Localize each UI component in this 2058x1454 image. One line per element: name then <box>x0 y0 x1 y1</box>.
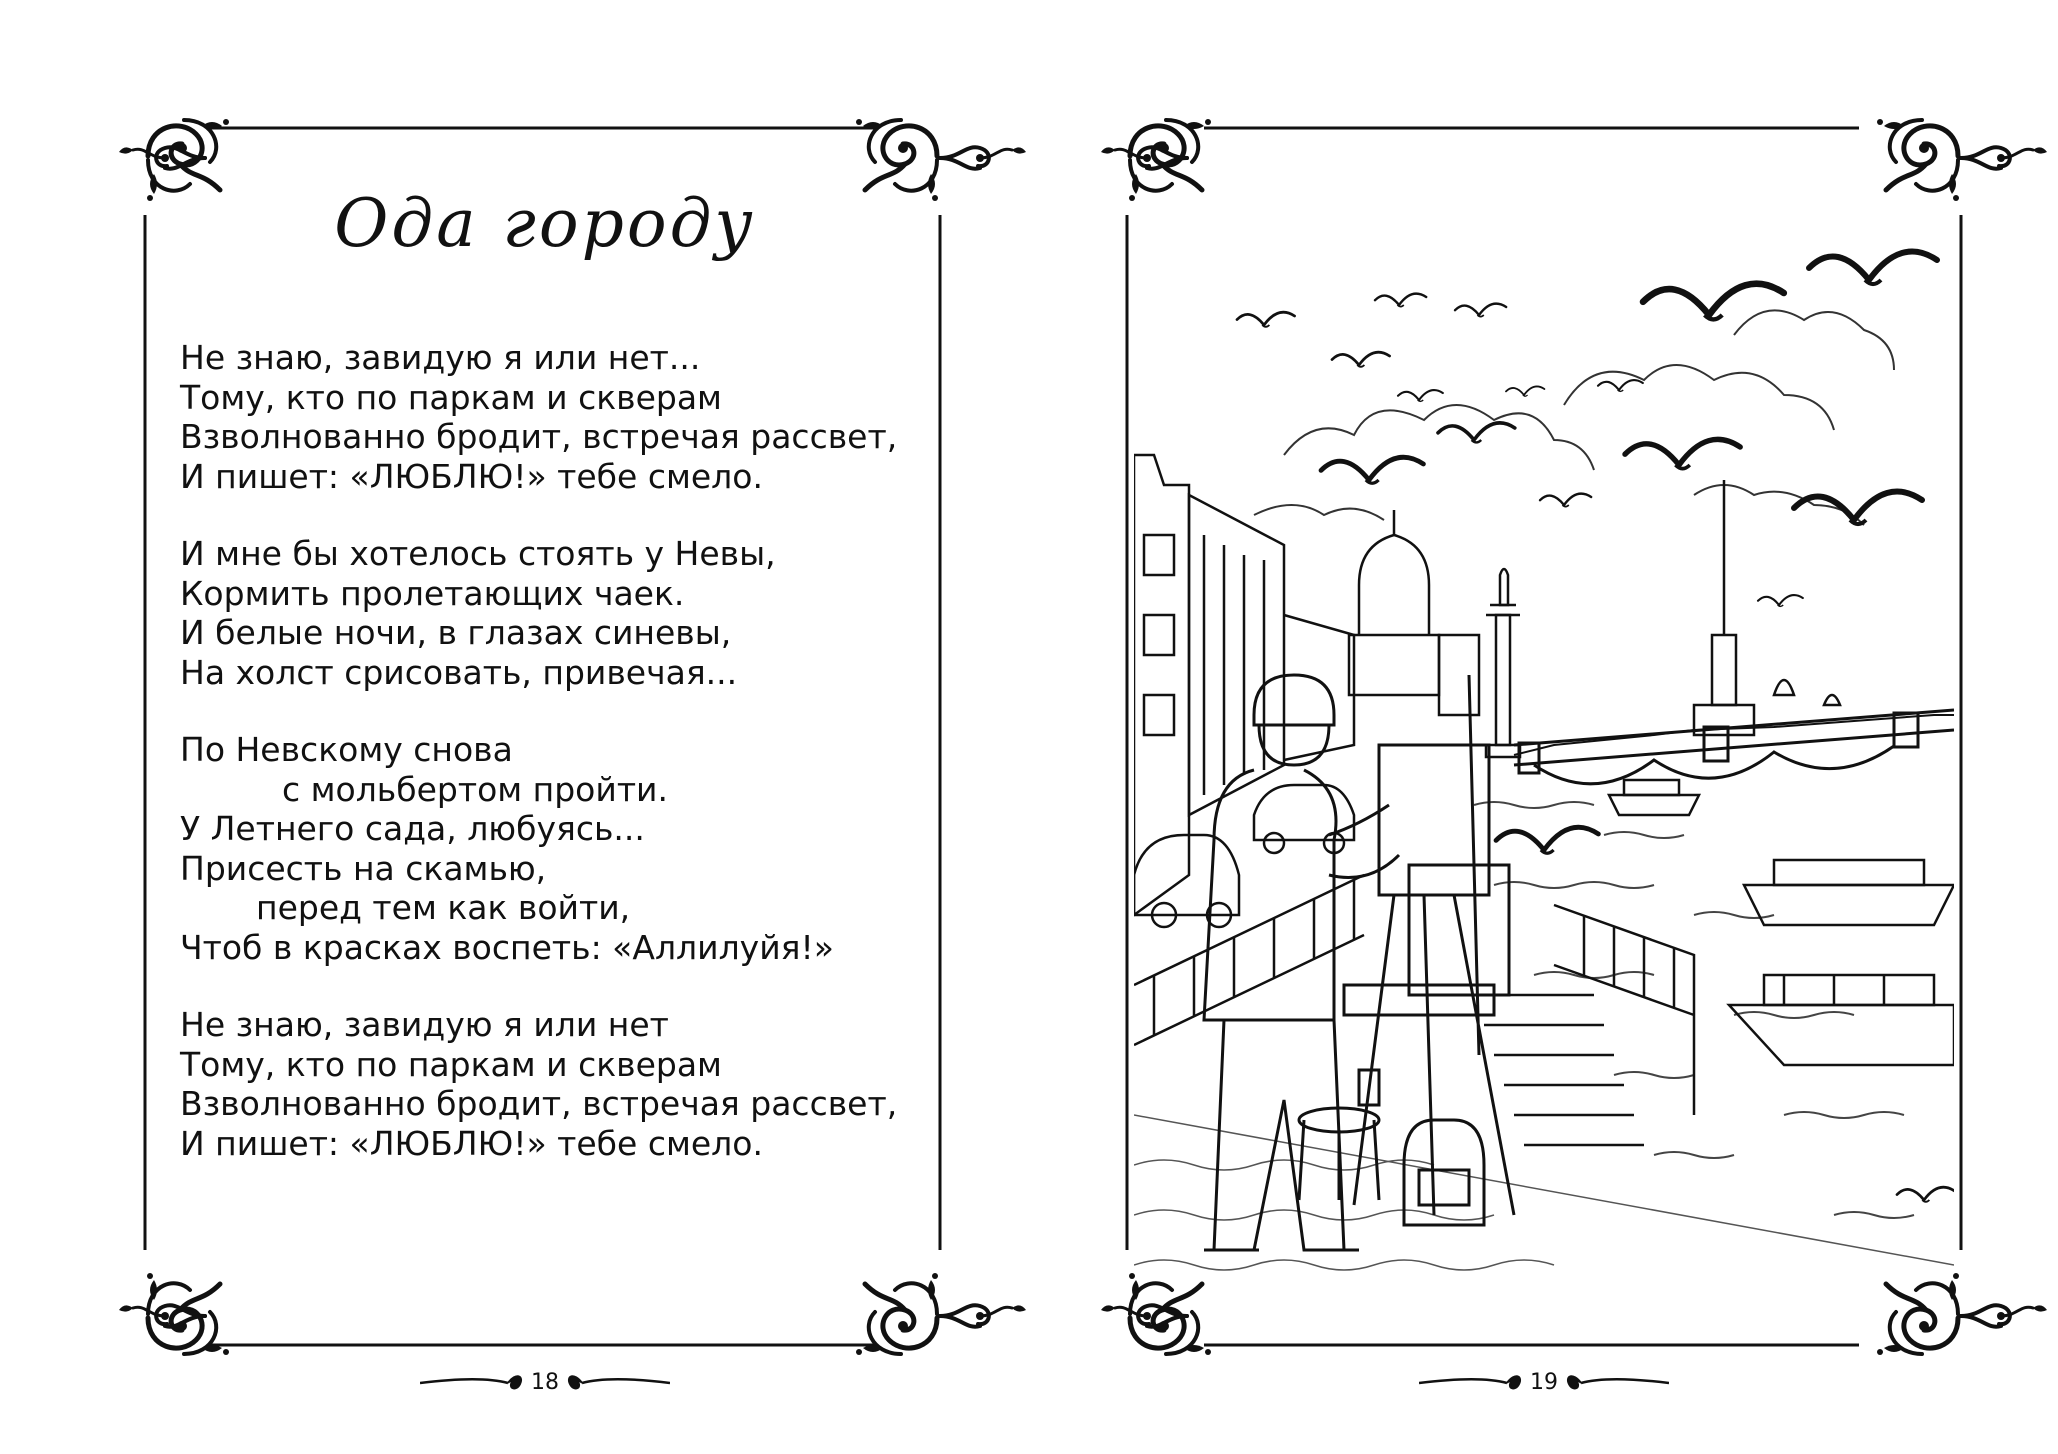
stanza-1 <box>180 338 920 496</box>
parked-car <box>1134 835 1239 927</box>
poem-body <box>180 338 920 1201</box>
painting-easel <box>1344 675 1514 1215</box>
parked-car <box>1254 785 1354 853</box>
folding-stool <box>1299 1070 1379 1200</box>
poem-line: По Невскому снова <box>180 730 513 769</box>
river-boat <box>1609 780 1699 815</box>
palace-bridge <box>1514 710 1954 784</box>
poem-line: Тому, кто по паркам и скверам <box>180 377 722 417</box>
peter-and-paul-spire <box>1694 480 1840 735</box>
poem-line: Кормить пролетающих чаек. <box>180 573 685 613</box>
poem-line: Тому, кто по паркам и скверам <box>180 1044 722 1084</box>
cobblestone-pavement <box>1134 1115 1954 1270</box>
poem-line: На холст срисовать, привечая... <box>180 652 738 692</box>
cloud-lines <box>1254 310 1894 525</box>
classical-buildings <box>1134 455 1354 915</box>
poem-line: И пишет: «ЛЮБЛЮ!» тебе смело. <box>180 1123 763 1163</box>
page-number: 19 <box>1530 1370 1558 1395</box>
poem-line: Присесть на скамью, <box>180 848 547 888</box>
rostral-column <box>1486 569 1520 757</box>
poem-line: У Летнего сада, любуясь... <box>180 809 645 848</box>
poem-line: И мне бы хотелось стоять у Невы, <box>180 534 776 573</box>
poem-line: Взволнованно бродит, встречая рассвет, <box>180 1084 898 1123</box>
tour-boat <box>1729 975 1954 1065</box>
granite-stairs <box>1474 995 1644 1145</box>
stanza-4 <box>180 1005 920 1163</box>
right-page <box>1029 0 2058 1454</box>
stanza-3 <box>180 730 920 967</box>
poem-line: И белые ночи, в глазах синевы, <box>180 613 732 652</box>
poem-line: Чтоб в красках воспеть: «Аллилуйя!» <box>180 927 834 967</box>
poem-title: Ода городу <box>334 185 756 262</box>
stanza-2 <box>180 534 920 692</box>
river-boat <box>1744 860 1954 925</box>
poem-line: Взволнованно бродит, встречая рассвет, <box>180 417 898 456</box>
seagull-flock <box>1237 252 1954 1202</box>
poem-line: И пишет: «ЛЮБЛЮ!» тебе смело. <box>180 456 763 496</box>
poem-line: Не знаю, завидую я или нет <box>180 1005 669 1044</box>
backpack <box>1404 1120 1484 1225</box>
st-isaacs-cathedral <box>1349 510 1479 715</box>
page-number: 18 <box>531 1370 559 1395</box>
poem-line: перед тем как войти, <box>256 888 631 927</box>
poem-line: с мольбертом пройти. <box>282 769 668 809</box>
neva-embankment-illustration <box>1134 115 1954 1315</box>
poem-line: Не знаю, завидую я или нет... <box>180 338 701 377</box>
